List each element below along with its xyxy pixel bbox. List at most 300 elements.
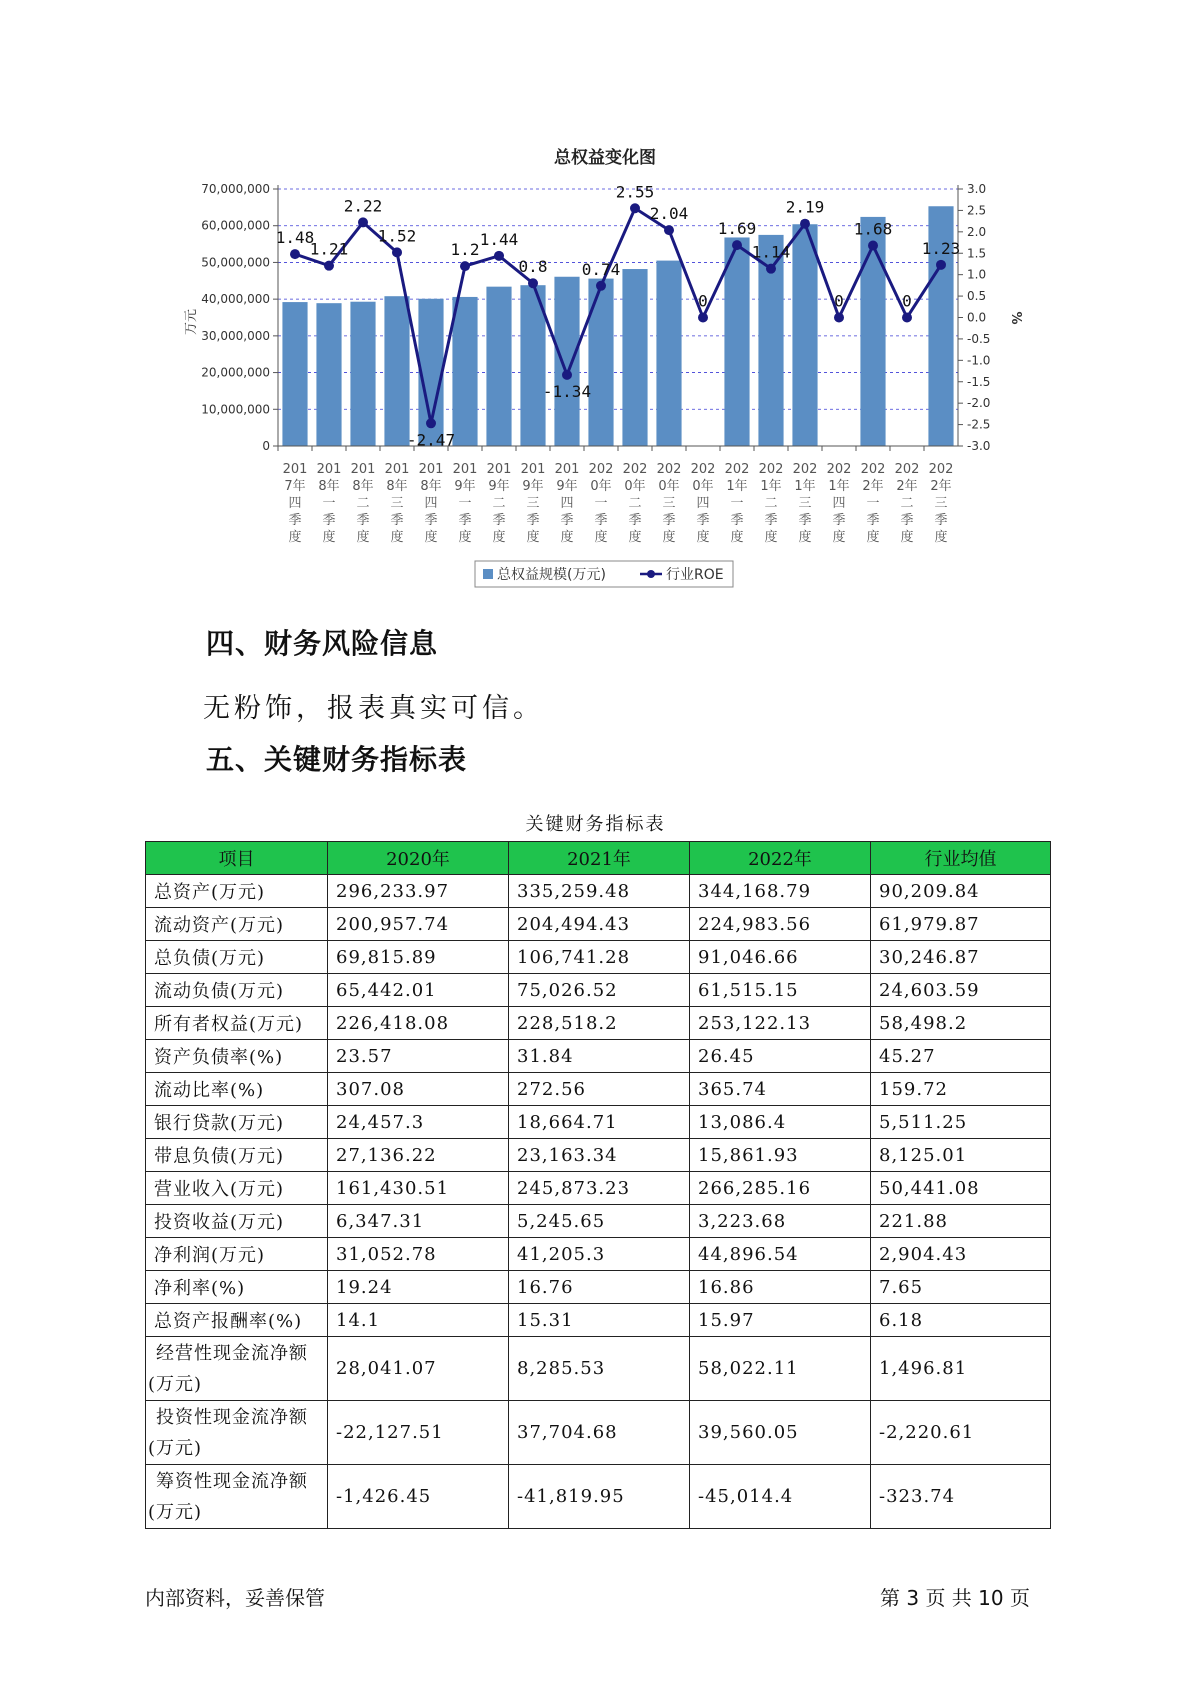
x-tick-label: 8年 <box>318 479 340 494</box>
row-value: 8,125.01 <box>871 1139 1051 1172</box>
x-tick-label: 202 <box>758 462 784 477</box>
x-tick-label: 201 <box>486 462 512 477</box>
legend-line-marker <box>647 570 655 578</box>
roe-point <box>290 249 300 259</box>
table-row <box>146 1106 1051 1139</box>
header-item: 项目 <box>146 842 328 875</box>
row-value: 307.08 <box>328 1073 509 1106</box>
row-value: 224,983.56 <box>690 908 871 941</box>
x-tick-label: 9年 <box>454 479 476 494</box>
y-tick-label: 40,000,000 <box>201 292 270 307</box>
x-tick-label: 季 <box>458 513 472 528</box>
x-tick-label: 度 <box>900 530 914 545</box>
x-tick-label: 四 <box>832 496 846 511</box>
key-indicators-table <box>145 841 1051 1529</box>
x-tick-label: 度 <box>526 530 540 545</box>
x-tick-label: 度 <box>560 530 574 545</box>
row-value: 204,494.43 <box>509 908 690 941</box>
equity-bar <box>384 296 409 446</box>
table-row <box>146 1139 1051 1172</box>
x-tick-label: 202 <box>928 462 954 477</box>
row-value: 221.88 <box>871 1205 1051 1238</box>
equity-bar <box>724 237 749 446</box>
row-label-line1: 投资性现金流净额 <box>156 1406 308 1428</box>
roe-point <box>766 264 776 274</box>
row-value: 44,896.54 <box>690 1238 871 1271</box>
equity-bar <box>588 279 613 446</box>
x-tick-label: 四 <box>424 496 438 511</box>
x-tick-label: 2年 <box>896 479 918 494</box>
row-value: 5,511.25 <box>871 1106 1051 1139</box>
row-label <box>146 1465 328 1529</box>
roe-data-label: 2.04 <box>649 204 689 224</box>
row-value: 69,815.89 <box>328 941 509 974</box>
row-value: 91,046.66 <box>690 941 871 974</box>
row-value: 226,418.08 <box>328 1007 509 1040</box>
table-row <box>146 1337 1051 1401</box>
x-tick-label: 季 <box>662 513 676 528</box>
row-label-line2: (万元) <box>148 1501 203 1523</box>
roe-data-label: 0.8 <box>518 257 548 277</box>
row-value: 200,957.74 <box>328 908 509 941</box>
x-tick-label: 季 <box>730 513 744 528</box>
roe-point <box>426 418 436 428</box>
row-value: 18,664.71 <box>509 1106 690 1139</box>
x-tick-label: 季 <box>764 513 778 528</box>
row-value: 1,496.81 <box>871 1337 1051 1401</box>
row-value: 39,560.05 <box>690 1401 871 1465</box>
roe-point <box>868 241 878 251</box>
row-value: 26.45 <box>690 1040 871 1073</box>
x-tick-label: 一 <box>322 496 336 511</box>
row-value: 90,209.84 <box>871 875 1051 908</box>
legend-bar-swatch <box>483 569 493 579</box>
x-tick-label: 季 <box>696 513 710 528</box>
x-tick-label: 0年 <box>658 479 680 494</box>
table-row <box>146 941 1051 974</box>
x-tick-label: 度 <box>764 530 778 545</box>
x-tick-label: 季 <box>492 513 506 528</box>
row-value: 15.31 <box>509 1304 690 1337</box>
roe-data-label: 1.69 <box>717 219 757 239</box>
row-value: 14.1 <box>328 1304 509 1337</box>
y2-tick-label: 0.0 <box>967 310 987 325</box>
x-tick-label: 一 <box>594 496 608 511</box>
equity-bar <box>792 224 817 446</box>
x-tick-label: 7年 <box>284 479 306 494</box>
header-2021: 2021年 <box>509 842 690 875</box>
x-tick-label: 季 <box>560 513 574 528</box>
y-tick-label: 0 <box>262 439 270 453</box>
roe-point <box>596 281 606 291</box>
roe-point <box>732 240 742 250</box>
row-value: 75,026.52 <box>509 974 690 1007</box>
x-tick-label: 2年 <box>930 479 952 494</box>
x-tick-label: 季 <box>628 513 642 528</box>
x-tick-label: 201 <box>520 462 546 477</box>
x-tick-label: 201 <box>282 462 308 477</box>
equity-bar <box>350 302 375 446</box>
x-tick-label: 1年 <box>726 479 748 494</box>
header-industry-avg: 行业均值 <box>871 842 1051 875</box>
x-tick-label: 8年 <box>420 479 442 494</box>
row-value: 335,259.48 <box>509 875 690 908</box>
equity-bar <box>452 297 477 446</box>
row-value: -1,426.45 <box>328 1465 509 1529</box>
roe-point <box>460 261 470 271</box>
legend-bar-label: 总权益规模(万元) <box>497 567 606 583</box>
x-tick-label: 8年 <box>386 479 408 494</box>
row-label-line1: 筹资性现金流净额 <box>156 1470 308 1492</box>
row-value: 31,052.78 <box>328 1238 509 1271</box>
section-title-risk: 四、财务风险信息 <box>206 627 439 660</box>
roe-point <box>528 278 538 288</box>
x-tick-label: 202 <box>656 462 682 477</box>
y-axis-label: 万元 <box>184 308 199 336</box>
row-value: 253,122.13 <box>690 1007 871 1040</box>
x-tick-label: 9年 <box>556 479 578 494</box>
y2-tick-label: -0.5 <box>967 331 991 346</box>
row-value: 16.76 <box>509 1271 690 1304</box>
x-tick-label: 一 <box>730 496 744 511</box>
row-value: 24,457.3 <box>328 1106 509 1139</box>
x-tick-label: 二 <box>628 496 642 511</box>
row-value: 161,430.51 <box>328 1172 509 1205</box>
x-tick-label: 四 <box>696 496 710 511</box>
x-tick-label: 201 <box>452 462 478 477</box>
table-row <box>146 1304 1051 1337</box>
row-value: 365.74 <box>690 1073 871 1106</box>
x-tick-label: 202 <box>724 462 750 477</box>
x-tick-label: 季 <box>390 513 404 528</box>
row-value: 28,041.07 <box>328 1337 509 1401</box>
x-tick-label: 8年 <box>352 479 374 494</box>
x-tick-label: 季 <box>424 513 438 528</box>
y2-tick-label: 0.5 <box>967 289 987 304</box>
row-label <box>146 1337 328 1401</box>
roe-data-label: 0.74 <box>581 259 621 279</box>
row-value: 19.24 <box>328 1271 509 1304</box>
x-tick-label: 度 <box>934 530 948 545</box>
roe-point <box>358 217 368 227</box>
x-tick-label: 202 <box>622 462 648 477</box>
risk-text: 无粉饰，报表真实可信。 <box>203 693 544 724</box>
roe-data-label: 1.68 <box>853 219 893 239</box>
x-tick-label: 202 <box>792 462 818 477</box>
y2-tick-label: 2.0 <box>967 224 987 239</box>
row-value: -323.74 <box>871 1465 1051 1529</box>
roe-data-label: 1.14 <box>751 242 791 262</box>
x-tick-label: 度 <box>798 530 812 545</box>
x-tick-label: 三 <box>662 496 676 511</box>
y-tick-label: 50,000,000 <box>201 255 270 270</box>
x-tick-label: 三 <box>526 496 540 511</box>
x-tick-label: 季 <box>526 513 540 528</box>
footer-page-number: 第 3 页 共 10 页 <box>880 1586 1030 1610</box>
x-tick-label: 季 <box>900 513 914 528</box>
row-value: 61,515.15 <box>690 974 871 1007</box>
x-tick-label: 二 <box>356 496 370 511</box>
y-tick-label: 60,000,000 <box>201 218 270 233</box>
y2-tick-label: -1.5 <box>967 374 991 389</box>
row-value: 106,741.28 <box>509 941 690 974</box>
y-tick-label: 10,000,000 <box>201 402 270 417</box>
row-value: 159.72 <box>871 1073 1051 1106</box>
roe-data-label: 0 <box>698 291 708 311</box>
x-tick-label: 201 <box>316 462 342 477</box>
row-label: 营业收入(万元) <box>146 1172 328 1205</box>
row-value: 6.18 <box>871 1304 1051 1337</box>
y-tick-label: 70,000,000 <box>201 182 270 196</box>
y2-tick-label: -2.0 <box>967 396 991 411</box>
roe-point <box>664 225 674 235</box>
equity-bar <box>860 217 885 446</box>
row-value: 31.84 <box>509 1040 690 1073</box>
table-row <box>146 1465 1051 1529</box>
row-label: 带息负债(万元) <box>146 1139 328 1172</box>
row-label: 流动资产(万元) <box>146 908 328 941</box>
legend-line-label: 行业ROE <box>666 567 724 583</box>
row-value: 344,168.79 <box>690 875 871 908</box>
x-tick-label: 202 <box>826 462 852 477</box>
x-tick-label: 度 <box>390 530 404 545</box>
x-tick-label: 201 <box>350 462 376 477</box>
x-tick-label: 201 <box>384 462 410 477</box>
row-value: -22,127.51 <box>328 1401 509 1465</box>
x-tick-label: 二 <box>900 496 914 511</box>
x-tick-label: 二 <box>764 496 778 511</box>
x-tick-label: 度 <box>288 530 302 545</box>
roe-point <box>494 251 504 261</box>
row-value: 266,285.16 <box>690 1172 871 1205</box>
row-value: 45.27 <box>871 1040 1051 1073</box>
equity-bar <box>282 302 307 446</box>
row-value: -41,819.95 <box>509 1465 690 1529</box>
row-value: 58,498.2 <box>871 1007 1051 1040</box>
row-value: 23.57 <box>328 1040 509 1073</box>
row-value: 58,022.11 <box>690 1337 871 1401</box>
x-tick-label: 季 <box>866 513 880 528</box>
x-tick-label: 度 <box>322 530 336 545</box>
x-tick-label: 度 <box>628 530 642 545</box>
roe-point <box>562 370 572 380</box>
row-value: 6,347.31 <box>328 1205 509 1238</box>
roe-data-label: 1.23 <box>921 238 961 258</box>
row-label-line1: 经营性现金流净额 <box>156 1342 308 1364</box>
row-value: 23,163.34 <box>509 1139 690 1172</box>
x-tick-label: 度 <box>832 530 846 545</box>
table-row <box>146 1271 1051 1304</box>
y2-tick-label: -2.5 <box>967 417 991 432</box>
y2-axis-label: % <box>1008 311 1023 325</box>
row-label: 总资产报酬率(%) <box>146 1304 328 1337</box>
row-value: 61,979.87 <box>871 908 1051 941</box>
row-value: 7.65 <box>871 1271 1051 1304</box>
x-tick-label: 度 <box>696 530 710 545</box>
x-tick-label: 季 <box>288 513 302 528</box>
x-tick-label: 度 <box>424 530 438 545</box>
row-value: 272.56 <box>509 1073 690 1106</box>
row-label: 总资产(万元) <box>146 875 328 908</box>
header-2020: 2020年 <box>328 842 509 875</box>
row-label: 净利率(%) <box>146 1271 328 1304</box>
row-value: -2,220.61 <box>871 1401 1051 1465</box>
x-tick-label: 202 <box>894 462 920 477</box>
roe-data-label: 2.22 <box>343 196 383 216</box>
y2-tick-label: -3.0 <box>967 439 991 453</box>
row-value: 27,136.22 <box>328 1139 509 1172</box>
x-tick-label: 201 <box>554 462 580 477</box>
roe-data-label: 1.21 <box>309 239 349 259</box>
y2-tick-label: 1.5 <box>967 246 987 261</box>
x-tick-label: 季 <box>356 513 370 528</box>
table-header-row <box>146 842 1051 875</box>
equity-bar <box>486 287 511 446</box>
row-label: 净利润(万元) <box>146 1238 328 1271</box>
roe-data-label: 1.2 <box>450 240 480 260</box>
footer-confidential: 内部资料，妥善保管 <box>145 1586 325 1610</box>
x-tick-label: 度 <box>492 530 506 545</box>
row-value: -45,014.4 <box>690 1465 871 1529</box>
x-tick-label: 四 <box>288 496 302 511</box>
equity-bar <box>554 277 579 446</box>
x-tick-label: 度 <box>662 530 676 545</box>
x-tick-label: 度 <box>458 530 472 545</box>
x-tick-label: 0年 <box>692 479 714 494</box>
x-tick-label: 0年 <box>590 479 612 494</box>
row-value: 15.97 <box>690 1304 871 1337</box>
header-2022: 2022年 <box>690 842 871 875</box>
row-label: 资产负债率(%) <box>146 1040 328 1073</box>
x-tick-label: 度 <box>594 530 608 545</box>
roe-data-label: 2.55 <box>615 182 655 202</box>
row-label: 总负债(万元) <box>146 941 328 974</box>
row-value: 50,441.08 <box>871 1172 1051 1205</box>
equity-chart <box>0 0 1191 600</box>
row-value: 15,861.93 <box>690 1139 871 1172</box>
x-tick-label: 1年 <box>828 479 850 494</box>
row-label-line2: (万元) <box>148 1373 203 1395</box>
roe-data-label: 1.44 <box>479 229 519 249</box>
x-tick-label: 2年 <box>862 479 884 494</box>
row-value: 3,223.68 <box>690 1205 871 1238</box>
row-label: 流动比率(%) <box>146 1073 328 1106</box>
equity-chart-svg <box>0 0 1191 600</box>
x-tick-label: 202 <box>860 462 886 477</box>
y-tick-label: 20,000,000 <box>201 365 270 380</box>
x-tick-label: 季 <box>322 513 336 528</box>
x-tick-label: 三 <box>934 496 948 511</box>
y2-tick-label: 2.5 <box>967 203 987 218</box>
roe-point <box>902 313 912 323</box>
x-tick-label: 9年 <box>522 479 544 494</box>
row-value: 13,086.4 <box>690 1106 871 1139</box>
table-caption: 关键财务指标表 <box>525 814 666 835</box>
y2-tick-label: 3.0 <box>967 182 987 196</box>
table-row <box>146 1172 1051 1205</box>
x-tick-label: 201 <box>418 462 444 477</box>
table-row <box>146 1401 1051 1465</box>
x-tick-label: 度 <box>356 530 370 545</box>
roe-point <box>324 261 334 271</box>
row-value: 37,704.68 <box>509 1401 690 1465</box>
y2-tick-label: 1.0 <box>967 267 987 282</box>
table-row <box>146 1205 1051 1238</box>
table-row <box>146 974 1051 1007</box>
section-title-key-indicators: 五、关键财务指标表 <box>206 743 468 776</box>
x-tick-label: 度 <box>866 530 880 545</box>
x-tick-label: 度 <box>730 530 744 545</box>
row-value: 8,285.53 <box>509 1337 690 1401</box>
row-value: 296,233.97 <box>328 875 509 908</box>
chart-title: 总权益变化图 <box>554 148 656 168</box>
x-tick-label: 二 <box>492 496 506 511</box>
roe-point <box>630 203 640 213</box>
roe-data-label: 2.19 <box>785 197 825 217</box>
equity-bar <box>656 261 681 446</box>
table-row <box>146 1007 1051 1040</box>
y-tick-label: 30,000,000 <box>201 328 270 343</box>
x-tick-label: 202 <box>690 462 716 477</box>
roe-point <box>800 219 810 229</box>
row-label: 流动负债(万元) <box>146 974 328 1007</box>
row-value: 245,873.23 <box>509 1172 690 1205</box>
equity-bar <box>316 303 341 446</box>
row-label-line2: (万元) <box>148 1437 203 1459</box>
row-label: 银行贷款(万元) <box>146 1106 328 1139</box>
roe-data-label: 0 <box>902 291 912 311</box>
x-tick-label: 季 <box>934 513 948 528</box>
table-row <box>146 1073 1051 1106</box>
x-tick-label: 四 <box>560 496 574 511</box>
roe-point <box>834 313 844 323</box>
x-tick-label: 202 <box>588 462 614 477</box>
row-value: 5,245.65 <box>509 1205 690 1238</box>
x-tick-label: 一 <box>458 496 472 511</box>
row-value: 41,205.3 <box>509 1238 690 1271</box>
roe-point <box>698 313 708 323</box>
row-label: 所有者权益(万元) <box>146 1007 328 1040</box>
row-label <box>146 1401 328 1465</box>
x-tick-label: 三 <box>798 496 812 511</box>
x-tick-label: 1年 <box>760 479 782 494</box>
x-tick-label: 一 <box>866 496 880 511</box>
x-tick-label: 季 <box>594 513 608 528</box>
table-row <box>146 1238 1051 1271</box>
y2-tick-label: -1.0 <box>967 353 991 368</box>
x-tick-label: 1年 <box>794 479 816 494</box>
row-value: 65,442.01 <box>328 974 509 1007</box>
roe-data-label: -1.34 <box>542 381 592 401</box>
row-label: 投资收益(万元) <box>146 1205 328 1238</box>
row-value: 30,246.87 <box>871 941 1051 974</box>
x-tick-label: 季 <box>832 513 846 528</box>
equity-bar <box>622 269 647 446</box>
x-tick-label: 9年 <box>488 479 510 494</box>
row-value: 2,904.43 <box>871 1238 1051 1271</box>
table-row <box>146 875 1051 908</box>
roe-point <box>392 247 402 257</box>
table-row <box>146 1040 1051 1073</box>
row-value: 24,603.59 <box>871 974 1051 1007</box>
table-row <box>146 908 1051 941</box>
roe-data-label: -2.47 <box>406 430 456 450</box>
roe-data-label: 1.48 <box>275 228 315 248</box>
x-tick-label: 季 <box>798 513 812 528</box>
x-tick-label: 三 <box>390 496 404 511</box>
row-value: 228,518.2 <box>509 1007 690 1040</box>
roe-data-label: 0 <box>834 291 844 311</box>
